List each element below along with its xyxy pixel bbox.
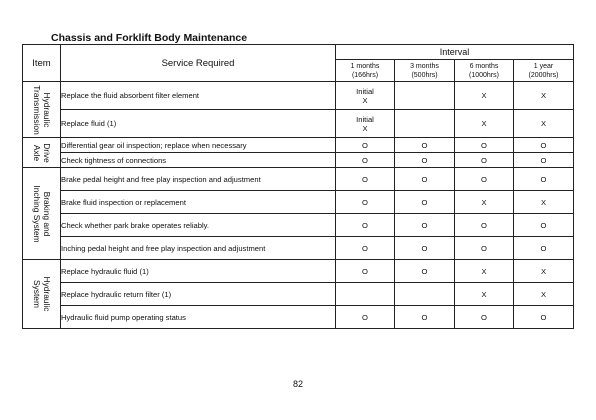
table-body: [23, 82, 574, 329]
interval-mark-cell: [395, 110, 455, 138]
interval-mark-cell: O: [455, 153, 514, 168]
service-cell: Replace the fluid absorbent filter element: [61, 82, 336, 110]
interval-mark-cell: X: [514, 260, 574, 283]
interval-mark-cell: O: [395, 138, 455, 153]
interval-mark-cell: O: [395, 214, 455, 237]
interval-mark-cell: O: [395, 153, 455, 168]
interval-mark-cell: O: [395, 237, 455, 260]
service-cell: Replace hydraulic fluid (1): [61, 260, 336, 283]
interval-mark-cell: X: [455, 283, 514, 306]
interval-mark-cell: O: [336, 260, 395, 283]
table-row: [23, 138, 574, 153]
interval-mark-cell: [395, 283, 455, 306]
header-item: Item: [23, 45, 61, 82]
page-number: 82: [292, 379, 303, 389]
interval-mark-cell: [395, 82, 455, 110]
interval-mark-cell: O: [336, 138, 395, 153]
page-title: Chassis and Forklift Body Maintenance: [51, 32, 248, 44]
interval-mark-cell: [336, 283, 395, 306]
table-row: [23, 168, 574, 191]
table-row: [23, 82, 574, 110]
interval-mark-cell: O: [514, 138, 574, 153]
service-cell: Hydraulic fluid pump operating status: [61, 306, 336, 329]
service-cell: Check whether park brake operates reliably.: [61, 214, 336, 237]
interval-mark-cell: X: [514, 110, 574, 138]
interval-mark-cell: O: [395, 191, 455, 214]
group-label: Braking and Inching System: [23, 168, 61, 260]
interval-mark-cell: X: [455, 260, 514, 283]
interval-mark-cell: O: [514, 306, 574, 329]
interval-mark-cell: O: [455, 168, 514, 191]
table-row: [23, 191, 574, 214]
interval-mark-cell: X: [455, 82, 514, 110]
service-cell: Check tightness of connections: [61, 153, 336, 168]
interval-mark-cell: O: [336, 306, 395, 329]
header-interval-3: 6 months (1000hrs): [455, 60, 514, 82]
interval-mark-cell: O: [336, 214, 395, 237]
interval-mark-cell: O: [336, 168, 395, 191]
interval-mark-cell: O: [395, 260, 455, 283]
service-cell: Inching pedal height and free play inspection and adjustment: [61, 237, 336, 260]
group-label: Hydraulic Transmission: [23, 82, 61, 138]
interval-mark-cell: O: [455, 306, 514, 329]
table-row: [23, 153, 574, 168]
header-interval-1: 1 months (166hrs): [336, 60, 395, 82]
interval-mark-cell: O: [336, 237, 395, 260]
group-label: Drive Axle: [23, 138, 61, 168]
interval-mark-cell: O: [455, 138, 514, 153]
interval-mark-cell: X: [514, 191, 574, 214]
header-interval: Interval: [336, 45, 574, 60]
interval-mark-cell: X: [455, 191, 514, 214]
interval-mark-cell: Initial X: [336, 110, 395, 138]
interval-mark-cell: X: [514, 283, 574, 306]
header-interval-4: 1 year (2000hrs): [514, 60, 574, 82]
interval-mark-cell: O: [395, 306, 455, 329]
interval-mark-cell: O: [395, 168, 455, 191]
interval-mark-cell: X: [514, 82, 574, 110]
service-cell: Brake fluid inspection or replacement: [61, 191, 336, 214]
interval-mark-cell: O: [514, 168, 574, 191]
interval-mark-cell: O: [336, 191, 395, 214]
interval-mark-cell: O: [514, 214, 574, 237]
interval-mark-cell: X: [455, 110, 514, 138]
interval-mark-cell: O: [455, 214, 514, 237]
interval-mark-cell: Initial X: [336, 82, 395, 110]
group-label: Hydraulic System: [23, 260, 61, 329]
table-row: [23, 110, 574, 138]
service-cell: Differential gear oil inspection; replace when necessary: [61, 138, 336, 153]
table-row: [23, 306, 574, 329]
table-row: [23, 214, 574, 237]
table-row: [23, 237, 574, 260]
interval-mark-cell: O: [336, 153, 395, 168]
interval-mark-cell: O: [455, 237, 514, 260]
table-row: [23, 260, 574, 283]
interval-mark-cell: O: [514, 237, 574, 260]
header-service-required: Service Required: [61, 45, 336, 82]
service-cell: Brake pedal height and free play inspection and adjustment: [61, 168, 336, 191]
maintenance-table: [22, 44, 574, 329]
interval-mark-cell: O: [514, 153, 574, 168]
service-cell: Replace fluid (1): [61, 110, 336, 138]
table-row: [23, 283, 574, 306]
header-interval-2: 3 months (500hrs): [395, 60, 455, 82]
service-cell: Replace hydraulic return filter (1): [61, 283, 336, 306]
